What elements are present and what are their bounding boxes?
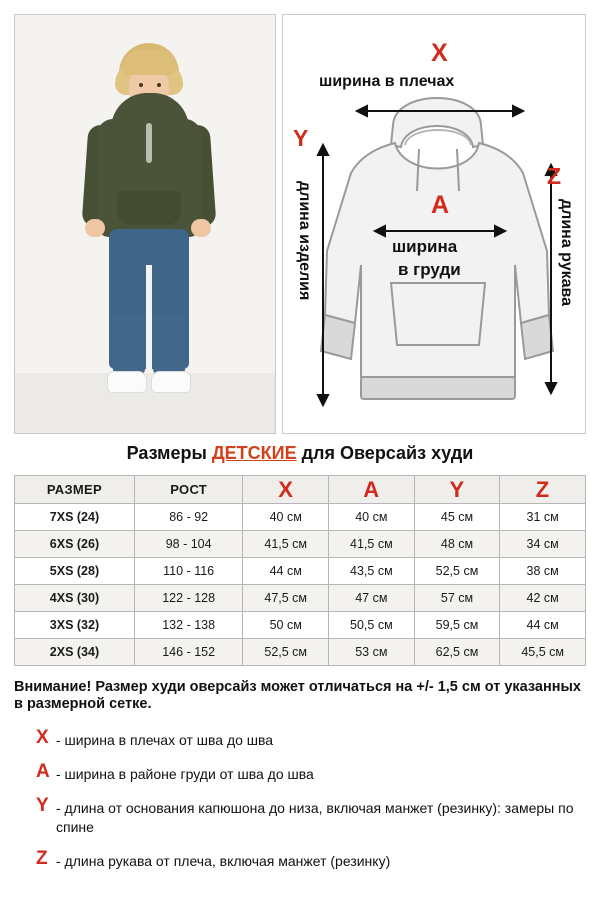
diagram-y-label: длина изделия	[296, 181, 313, 301]
cell-a: 40 см	[329, 504, 415, 531]
hoodie-kangaroo-pocket	[117, 191, 181, 225]
cell-x: 44 см	[243, 558, 329, 585]
col-header-y: Y	[414, 476, 500, 504]
hoodie-zipper	[146, 123, 152, 163]
cell-z: 45,5 см	[500, 639, 586, 666]
model-eye-left	[139, 83, 143, 87]
cell-a: 41,5 см	[329, 531, 415, 558]
legend-list	[36, 728, 584, 883]
jeans-leg-right	[153, 315, 185, 375]
legend-item-y	[36, 796, 584, 835]
warning-note: Внимание! Размер худи оверсайз может отличаться на +/- 1,5 см от указанных в размерной сетке.	[14, 679, 581, 713]
cell-a: 47 см	[329, 585, 415, 612]
legend-text-a: - ширина в районе груди от шва до шва	[56, 766, 314, 783]
diagram-z-letter: Z	[547, 163, 562, 189]
cell-x: 40 см	[243, 504, 329, 531]
model-eye-right	[157, 83, 161, 87]
legend-text-x: - ширина в плечах от шва до шва	[56, 732, 274, 748]
title-highlight: ДЕТСКИЕ	[211, 443, 297, 463]
cell-a: 43,5 см	[329, 558, 415, 585]
table-header-row	[15, 476, 586, 504]
jeans-leg-gap	[146, 265, 152, 369]
model-fringe	[123, 49, 177, 75]
legend-key-y: Y	[36, 795, 49, 817]
size-table-head	[15, 476, 586, 504]
legend-item-x	[36, 728, 584, 749]
diagram-x-label: ширина в плечах	[319, 73, 455, 90]
cell-y: 52,5 см	[414, 558, 500, 585]
product-photo	[14, 14, 276, 434]
cell-z: 42 см	[500, 585, 586, 612]
size-table-wrapper	[14, 475, 586, 666]
cell-height: 110 - 116	[134, 558, 242, 585]
cell-y: 59,5 см	[414, 612, 500, 639]
table-row	[15, 531, 586, 558]
col-header-x: X	[243, 476, 329, 504]
cell-z: 38 см	[500, 558, 586, 585]
cell-height: 132 - 138	[134, 612, 242, 639]
col-header-z: Z	[500, 476, 586, 504]
diagram-z-label: длина рукава	[558, 199, 575, 307]
cell-size: 3XS (32)	[15, 612, 135, 639]
cell-height: 146 - 152	[134, 639, 242, 666]
diagram-a-label-line2: в груди	[398, 260, 461, 279]
diagram-a-letter: A	[431, 191, 450, 219]
col-header-height: РОСТ	[134, 476, 242, 504]
cell-size: 4XS (30)	[15, 585, 135, 612]
model-hand-right	[191, 219, 211, 237]
cell-y: 48 см	[414, 531, 500, 558]
cell-height: 98 - 104	[134, 531, 242, 558]
table-row	[15, 585, 586, 612]
legend-text-y: - длина от основания капюшона до низа, включая манжет (резинку): замеры по спине	[56, 800, 574, 835]
diagram-y-letter: Y	[293, 125, 309, 151]
legend-item-a	[36, 762, 584, 783]
jeans-leg-left	[113, 315, 145, 375]
size-table	[14, 475, 586, 666]
cell-y: 62,5 см	[414, 639, 500, 666]
cell-x: 47,5 см	[243, 585, 329, 612]
table-row	[15, 504, 586, 531]
cell-z: 31 см	[500, 504, 586, 531]
cell-height: 86 - 92	[134, 504, 242, 531]
cell-y: 45 см	[414, 504, 500, 531]
legend-key-a: A	[36, 761, 50, 783]
legend-key-x: X	[36, 727, 49, 748]
diagram-a-label-line1: ширина	[392, 237, 458, 256]
cell-z: 44 см	[500, 612, 586, 639]
model-hand-left	[85, 219, 105, 237]
cell-x: 50 см	[243, 612, 329, 639]
cell-size: 5XS (28)	[15, 558, 135, 585]
cell-y: 57 см	[414, 585, 500, 612]
cell-size: 2XS (34)	[15, 639, 135, 666]
cell-size: 6XS (26)	[15, 531, 135, 558]
cell-x: 52,5 см	[243, 639, 329, 666]
legend-text-z: - длина рукава от плеча, включая манжет (резинку)	[56, 852, 391, 869]
title-after: для Оверсайз худи	[296, 443, 474, 463]
cell-height: 122 - 128	[134, 585, 242, 612]
cell-x: 41,5 см	[243, 531, 329, 558]
col-header-size: РАЗМЕР	[15, 476, 135, 504]
measurement-diagram	[282, 14, 586, 434]
top-image-band	[14, 14, 586, 434]
diagram-x-letter: X	[431, 39, 448, 67]
table-row	[15, 558, 586, 585]
page-title	[0, 443, 600, 464]
table-row	[15, 639, 586, 666]
size-table-body	[15, 504, 586, 666]
cell-a: 50,5 см	[329, 612, 415, 639]
legend-key-z: Z	[36, 847, 48, 869]
cell-a: 53 см	[329, 639, 415, 666]
model-shoe-right	[151, 371, 191, 393]
col-header-a: A	[329, 476, 415, 504]
legend-item-z	[36, 849, 584, 870]
cell-size: 7XS (24)	[15, 504, 135, 531]
model-shoe-left	[107, 371, 147, 393]
title-before: Размеры	[126, 443, 212, 463]
cell-z: 34 см	[500, 531, 586, 558]
table-row	[15, 612, 586, 639]
